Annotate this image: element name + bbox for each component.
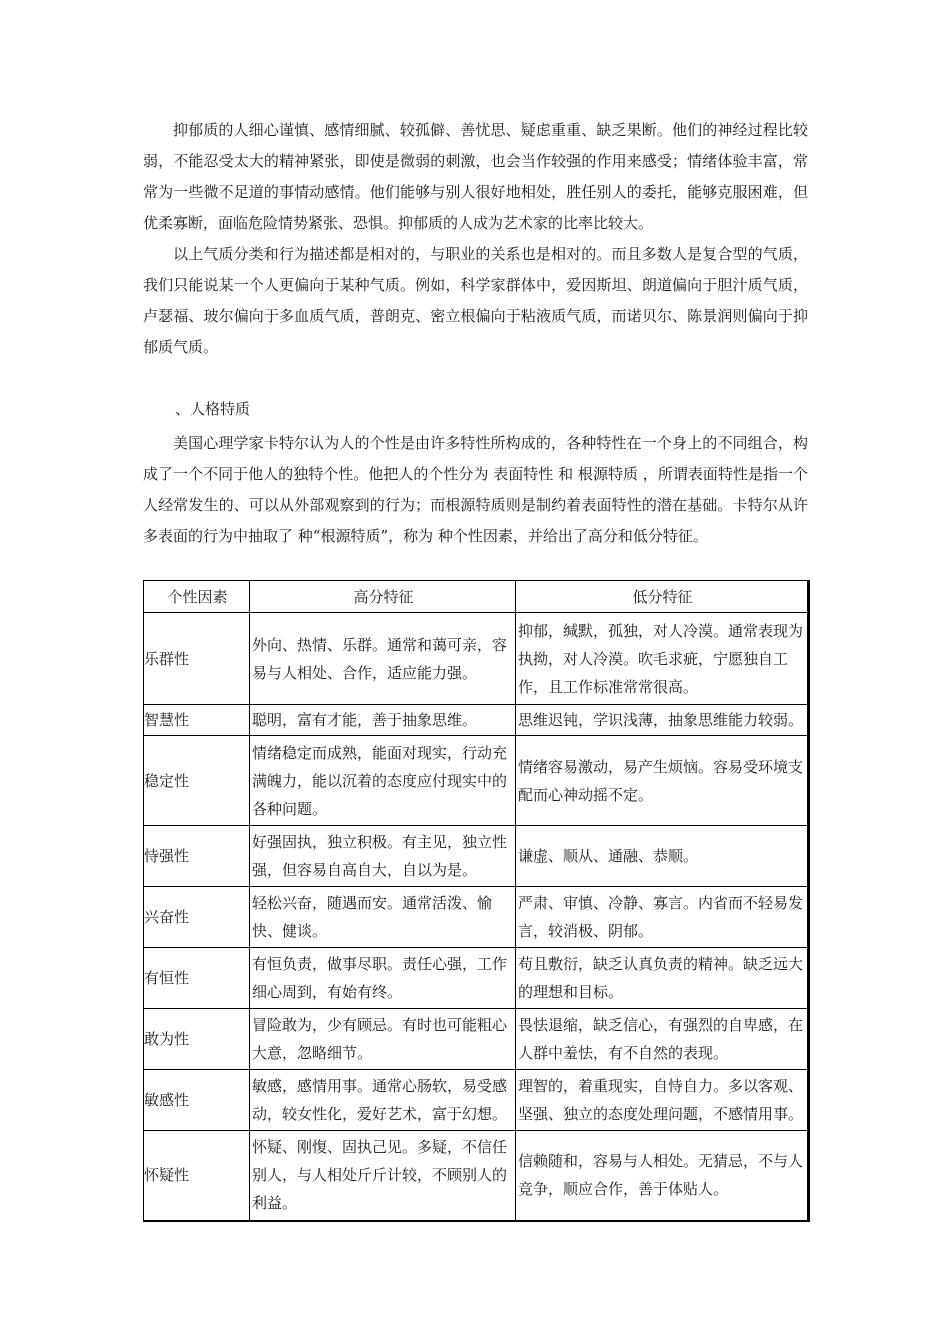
- low-cell: 情绪容易激动，易产生烦恼。容易受环境支配而心神动摇不定。: [516, 736, 809, 826]
- section-heading: 、人格特质: [175, 400, 251, 418]
- factor-cell: 恃强性: [144, 826, 250, 887]
- table-row: [144, 948, 809, 1009]
- low-cell: 严肃、审慎、冷静、寡言。内省而不轻易发言，较消极、阴郁。: [516, 887, 809, 948]
- table-row: [144, 613, 809, 705]
- factor-cell: 稳定性: [144, 736, 250, 826]
- paragraph-melancholic: 抑郁质的人细心谨慎、感情细腻、较孤僻、善忧思、疑虑重重、缺乏果断。他们的神经过程比较弱，不能忍受太大的精神紧张，即使是微弱的刺激，也会当作较强的作用来感受；情绪体验丰富，常常为一些微不足道的事情动感情。他们能够与别人很好地相处，胜任别人的委托，能够克服困难，但优柔寡断，面临危险情势紧张、恐惧。抑郁质的人成为艺术家的比率比较大。: [143, 121, 808, 232]
- high-cell: 情绪稳定而成熟，能面对现实，行动充满魄力，能以沉着的态度应付现实中的各种问题。: [250, 736, 516, 826]
- low-cell: 苟且敷衍，缺乏认真负责的精神。缺乏远大的理想和目标。: [516, 948, 809, 1009]
- high-cell: 怀疑、刚愎、固执己见。多疑，不信任别人，与人相处斤斤计较，不顾别人的利益。: [250, 1131, 516, 1221]
- high-cell: 聪明，富有才能，善于抽象思维。: [250, 705, 516, 736]
- factor-cell: 兴奋性: [144, 887, 250, 948]
- high-cell: 敏感，感情用事。通常心肠软，易受感动，较女性化，爱好艺术，富于幻想。: [250, 1070, 516, 1131]
- factor-cell: 有恒性: [144, 948, 250, 1009]
- table-row: [144, 736, 809, 826]
- low-cell: 理智的，着重现实，自恃自力。多以客观、坚强、独立的态度处理问题，不感情用事。: [516, 1070, 809, 1131]
- table-row: [144, 826, 809, 887]
- table-row: [144, 1009, 809, 1070]
- factor-cell: 怀疑性: [144, 1131, 250, 1221]
- table-row: [144, 1070, 809, 1131]
- high-cell: 好强固执，独立积极。有主见，独立性强，但容易自高自大，自以为是。: [250, 826, 516, 887]
- low-cell: 谦虚、顺从、通融、恭顺。: [516, 826, 809, 887]
- table-row: [144, 705, 809, 736]
- high-cell: 外向、热情、乐群。通常和蔼可亲，容易与人相处、合作，适应能力强。: [250, 613, 516, 705]
- paragraph-relativity: 以上气质分类和行为描述都是相对的，与职业的关系也是相对的。而且多数人是复合型的气质，我们只能说某一个人更偏向于某种气质。例如，科学家群体中，爱因斯坦、朗道偏向于胆汁质气质，卢瑟福、玻尔偏向于多血质气质，普朗克、密立根偏向于粘液质气质，而诺贝尔、陈景润则偏向于抑郁质气质。: [143, 245, 808, 356]
- factor-cell: 敏感性: [144, 1070, 250, 1131]
- factor-cell: 智慧性: [144, 705, 250, 736]
- low-cell: 抑郁，缄默，孤独，对人冷漠。通常表现为执拗，对人冷漠。吹毛求疵，宁愿独自工作，且工作标准常常很高。: [516, 613, 809, 705]
- low-cell: 思维迟钝，学识浅薄，抽象思维能力较弱。: [516, 705, 809, 736]
- high-cell: 轻松兴奋，随遇而安。通常活泼、愉快、健谈。: [250, 887, 516, 948]
- table-row: [144, 887, 809, 948]
- header-low: 低分特征: [516, 581, 809, 613]
- paragraph-cattell: 美国心理学家卡特尔认为人的个性是由许多特性所构成的，各种特性在一个身上的不同组合，构成了一个不同于他人的独特个性。他把人的个性分为 表面特性 和 根源特质 ，所谓表面特性是指一个人经常发生的、可以从外部观察到的行为；而根源特质则是制约着表面特性的潜在基础。卡特尔从许多表面的行为中抽取了 种“根源特质”，称为 种个性因素，并给出了高分和低分特征。: [143, 434, 808, 545]
- table-header-row: [144, 581, 809, 613]
- low-cell: 畏怯退缩，缺乏信心，有强烈的自卑感，在人群中羞怯，有不自然的表现。: [516, 1009, 809, 1070]
- high-cell: 冒险敢为，少有顾忌。有时也可能粗心大意，忽略细节。: [250, 1009, 516, 1070]
- header-high: 高分特征: [250, 581, 516, 613]
- header-factor: 个性因素: [144, 581, 250, 613]
- table-row: [144, 1131, 809, 1221]
- high-cell: 有恒负责，做事尽职。责任心强，工作细心周到，有始有终。: [250, 948, 516, 1009]
- factor-cell: 乐群性: [144, 613, 250, 705]
- factor-cell: 敢为性: [144, 1009, 250, 1070]
- trait-table: [143, 580, 810, 1222]
- low-cell: 信赖随和，容易与人相处。无猜忌，不与人竞争，顺应合作，善于体贴人。: [516, 1131, 809, 1221]
